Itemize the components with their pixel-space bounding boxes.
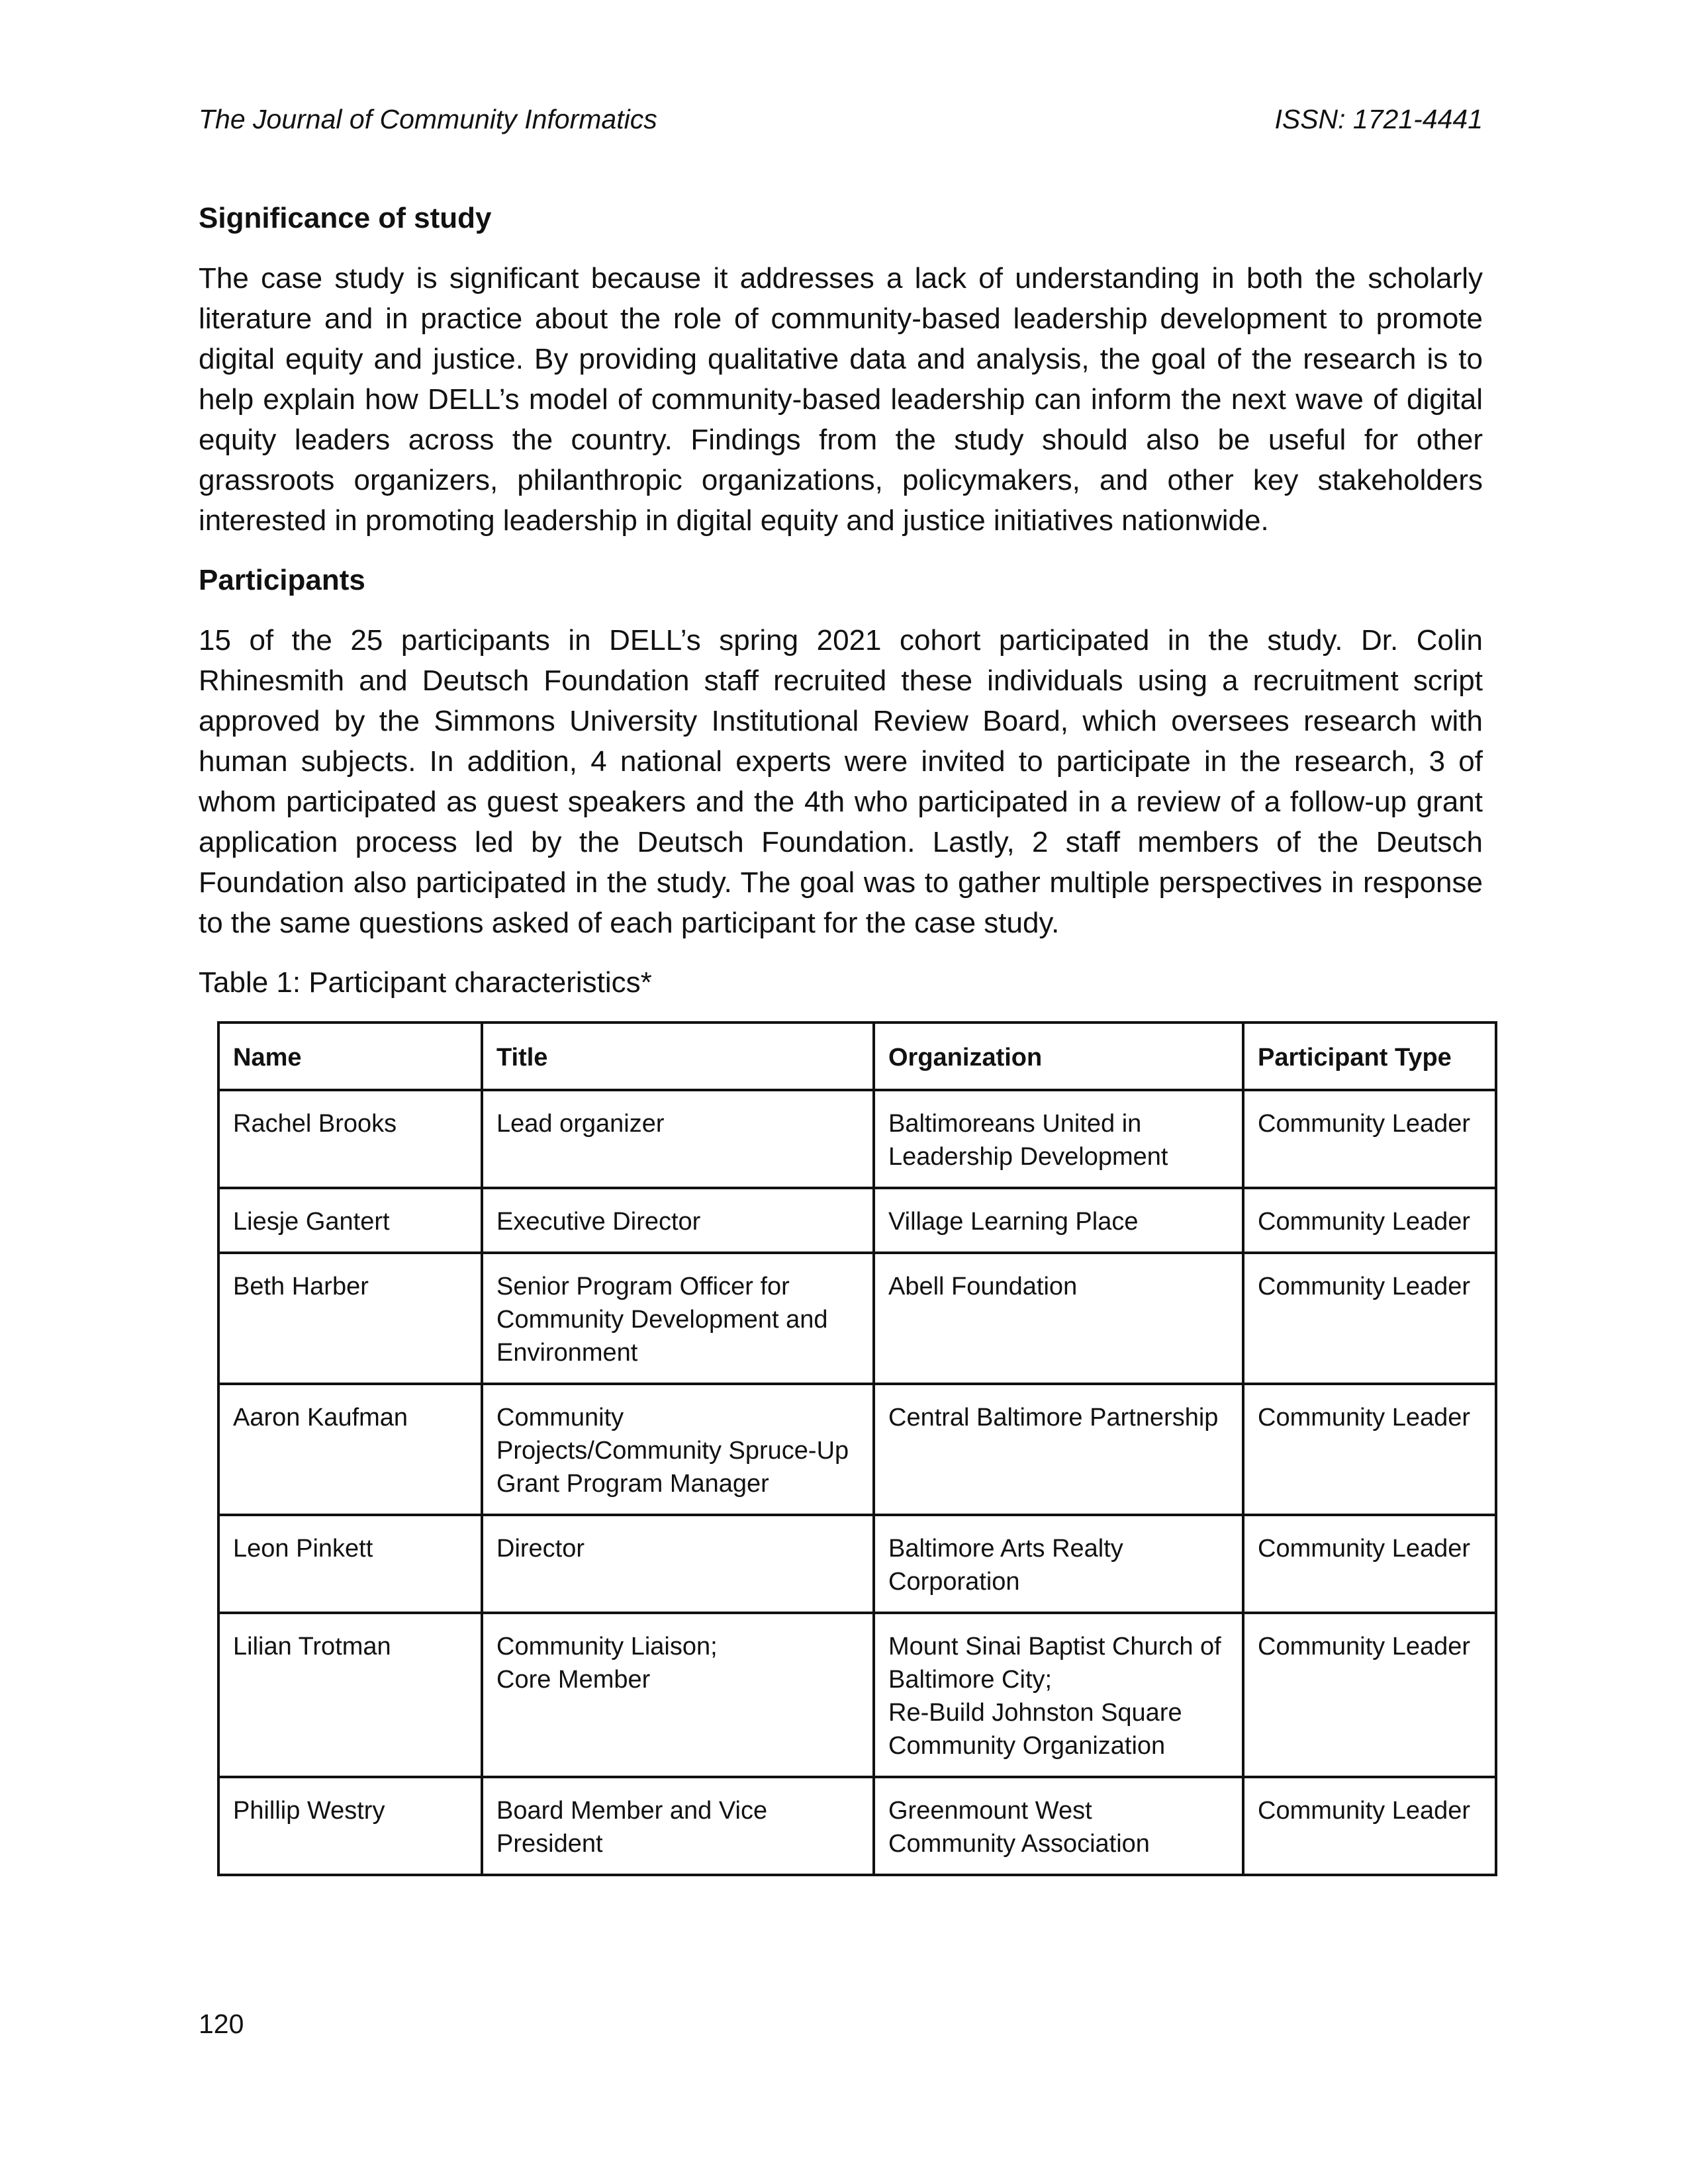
table-row: [218, 1613, 1496, 1777]
cell-participant-type: Community Leader: [1243, 1613, 1496, 1777]
cell-organization: Central Baltimore Partnership: [874, 1384, 1243, 1515]
cell-organization: Village Learning Place: [874, 1188, 1243, 1253]
cell-organization: Baltimoreans United in Leadership Development: [874, 1090, 1243, 1188]
cell-title: Director: [482, 1515, 874, 1613]
column-header-name: Name: [218, 1023, 482, 1090]
cell-organization: Greenmount West Community Association: [874, 1777, 1243, 1875]
cell-organization: Baltimore Arts Realty Corporation: [874, 1515, 1243, 1613]
section-heading-participants: Participants: [199, 564, 365, 596]
column-header-title: Title: [482, 1023, 874, 1090]
cell-title: Board Member and Vice President: [482, 1777, 874, 1875]
running-header: [199, 99, 1483, 139]
cell-participant-type: Community Leader: [1243, 1188, 1496, 1253]
page-number: 120: [199, 2009, 244, 2039]
table-row: [218, 1253, 1496, 1384]
cell-organization: Abell Foundation: [874, 1253, 1243, 1384]
column-header-organization: Organization: [874, 1023, 1243, 1090]
cell-participant-type: Community Leader: [1243, 1090, 1496, 1188]
section-heading-significance: Significance of study: [199, 202, 492, 234]
cell-title: Community Liaison; Core Member: [482, 1613, 874, 1777]
participants-paragraph: 15 of the 25 participants in DELL’s spring 2021 cohort participated in the study. Dr. Colin Rhinesmith and Deutsch Foundation staff recruited these individuals using a recruitment script approved by the Simmons University Institutional Review Board, which oversees research with human subjects. In addition, 4 national experts were invited to participate in the research, 3 of whom participated as guest speakers and the 4th who participated in a review of a follow-up grant application process led by the Deutsch Foundation. Lastly, 2 staff members of the Deutsch Foundation also participated in the study. The goal was to gather multiple perspectives in response to the same questions asked of each participant for the case study.: [199, 624, 1483, 939]
cell-name: Lilian Trotman: [218, 1613, 482, 1777]
cell-name: Leon Pinkett: [218, 1515, 482, 1613]
participant-characteristics-table: [217, 1021, 1497, 1876]
table-row: [218, 1384, 1496, 1515]
cell-participant-type: Community Leader: [1243, 1777, 1496, 1875]
cell-name: Aaron Kaufman: [218, 1384, 482, 1515]
table-header-row: [218, 1023, 1496, 1090]
table-row: [218, 1777, 1496, 1875]
table-caption: Table 1: Participant characteristics*: [199, 966, 652, 999]
issn-label: ISSN: 1721-4441: [1274, 104, 1483, 134]
cell-name: Beth Harber: [218, 1253, 482, 1384]
cell-participant-type: Community Leader: [1243, 1384, 1496, 1515]
cell-title: Community Projects/Community Spruce-Up Grant Program Manager: [482, 1384, 874, 1515]
cell-participant-type: Community Leader: [1243, 1253, 1496, 1384]
journal-title: The Journal of Community Informatics: [199, 104, 657, 134]
cell-name: Phillip Westry: [218, 1777, 482, 1875]
cell-title: Lead organizer: [482, 1090, 874, 1188]
page-content: [199, 199, 1483, 1876]
cell-organization: Mount Sinai Baptist Church of Baltimore City; Re-Build Johnston Square Community Organization: [874, 1613, 1243, 1777]
significance-paragraph: The case study is significant because it addresses a lack of understanding in both the scholarly literature and in practice about the role of community-based leadership development to promote digital equity and justice. By providing qualitative data and analysis, the goal of the research is to help explain how DELL’s model of community-based leadership can inform the next wave of digital equity leaders across the country. Findings from the study should also be useful for other grassroots organizers, philanthropic organizations, policymakers, and other key stakeholders interested in promoting leadership in digital equity and justice initiatives nationwide.: [199, 262, 1483, 537]
cell-participant-type: Community Leader: [1243, 1515, 1496, 1613]
table-row: [218, 1188, 1496, 1253]
cell-name: Rachel Brooks: [218, 1090, 482, 1188]
cell-title: Senior Program Officer for Community Development and Environment: [482, 1253, 874, 1384]
column-header-participant-type: Participant Type: [1243, 1023, 1496, 1090]
cell-name: Liesje Gantert: [218, 1188, 482, 1253]
table-row: [218, 1515, 1496, 1613]
table-row: [218, 1090, 1496, 1188]
cell-title: Executive Director: [482, 1188, 874, 1253]
